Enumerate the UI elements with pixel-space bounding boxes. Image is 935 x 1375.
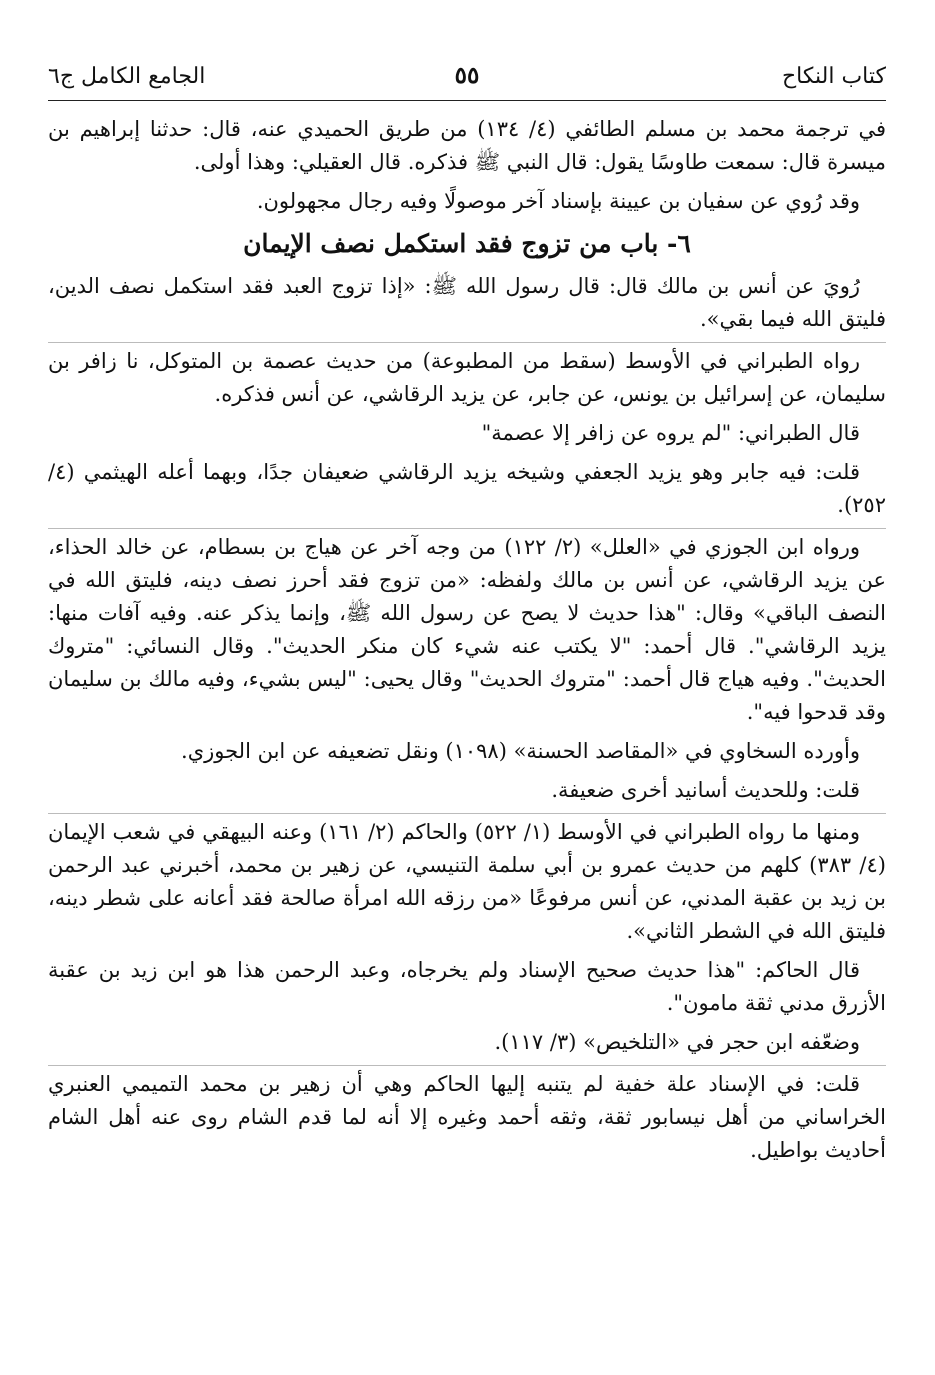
document-page [48,58,886,1173]
book-title: كتاب النكاح [781,64,886,89]
paragraph: وأورده السخاوي في «المقاصد الحسنة» (١٠٩٨) ونقل تضعيفه عن ابن الجوزي. [181,739,860,763]
paragraph: وقد رُوي عن سفيان بن عيينة بإسناد آخر موصولًا وفيه رجال مجهولون. [256,189,860,213]
paragraph: قلت: وللحديث أسانيد أخرى ضعيفة. [551,778,860,802]
paragraph: قال الحاكم: "هذا حديث صحيح الإسناد ولم يخرجاه، وعبد الرحمن هذا هو ابن زيد بن عقبة الأزرق مدني ثقة مامون". [48,958,886,1015]
paragraph: وضعّفه ابن حجر في «التلخيص» (٣/ ١١٧). [494,1030,860,1054]
section-heading: ٦- باب من تزوج فقد استكمل نصف الإيمان [243,229,691,258]
paragraph: قلت: فيه جابر وهو يزيد الجعفي وشيخه يزيد الرقاشي ضعيفان جدًا، وبهما أعله الهيثمي (٤/ ٢٥٢). [48,460,886,517]
paragraph: ومنها ما رواه الطبراني في الأوسط (١/ ٥٢٢) والحاكم (٢/ ١٦١) وعنه البيهقي في شعب الإيمان (٤/ ٣٨٣) كلهم من حديث عمرو بن أبي سلمة التنيسي، عن زهير بن محمد، أخبرني عبد الرحمن بن زيد بن عقبة المدني، عن أنس مرفوعًا «من رزقه الله امرأة صالحة فقد أعانه على شطر دينه، فليتق الله في الشطر الثاني». [48,813,886,948]
paragraph: قال الطبراني: "لم يروه عن زافر إلا عصمة" [481,421,860,445]
page-body [48,113,886,1167]
paragraph: رُويَ عن أنس بن مالك قال: قال رسول الله ﷺ: «إذا تزوج العبد فقد استكمل نصف الدين، فليتق الله فيما بقي». [48,274,886,331]
paragraph: قلت: في الإسناد علة خفية لم يتنبه إليها الحاكم وهي أن زهير بن محمد التميمي العنبري الخراساني من أهل نيسابور ثقة، وثقه أحمد وغيره إلا أنه لما قدم الشام روى عنه أهل الشام أحاديث بواطيل. [48,1065,886,1167]
page-number: ٥٥ [454,62,480,89]
volume-title: الجامع الكامل ج٦ [48,64,206,89]
paragraph: في ترجمة محمد بن مسلم الطائفي (٤/ ١٣٤) من طريق الحميدي عنه، قال: حدثنا إبراهيم بن ميسرة قال: سمعت طاوسًا يقول: قال النبي ﷺ فذكره. قال العقيلي: وهذا أولى. [48,117,886,174]
paragraph: ورواه ابن الجوزي في «العلل» (٢/ ١٢٢) من وجه آخر عن هياج بن بسطام، عن خالد الحذاء، عن يزيد الرقاشي، عن أنس بن مالك ولفظه: «من تزوج فقد أحرز نصف دينه، فليتق الله في النصف الباقي» وقال: "هذا حديث لا يصح عن رسول الله ﷺ، وإنما يذكر عنه. وفيه آفات منها: يزيد الرقاشي". قال أحمد: "لا يكتب عنه شيء كان منكر الحديث". وقال النسائي: "متروك الحديث". وفيه هياج قال أحمد: "متروك الحديث" وقال يحيى: "ليس بشيء، وفيه مالك بن سليمان وقد قدحوا فيه". [48,528,886,729]
running-header [48,58,886,101]
paragraph: رواه الطبراني في الأوسط (سقط من المطبوعة) من حديث عصمة بن المتوكل، نا زافر بن سليمان، عن إسرائيل بن يونس، عن جابر، عن يزيد الرقاشي، عن أنس فذكره. [48,342,886,411]
